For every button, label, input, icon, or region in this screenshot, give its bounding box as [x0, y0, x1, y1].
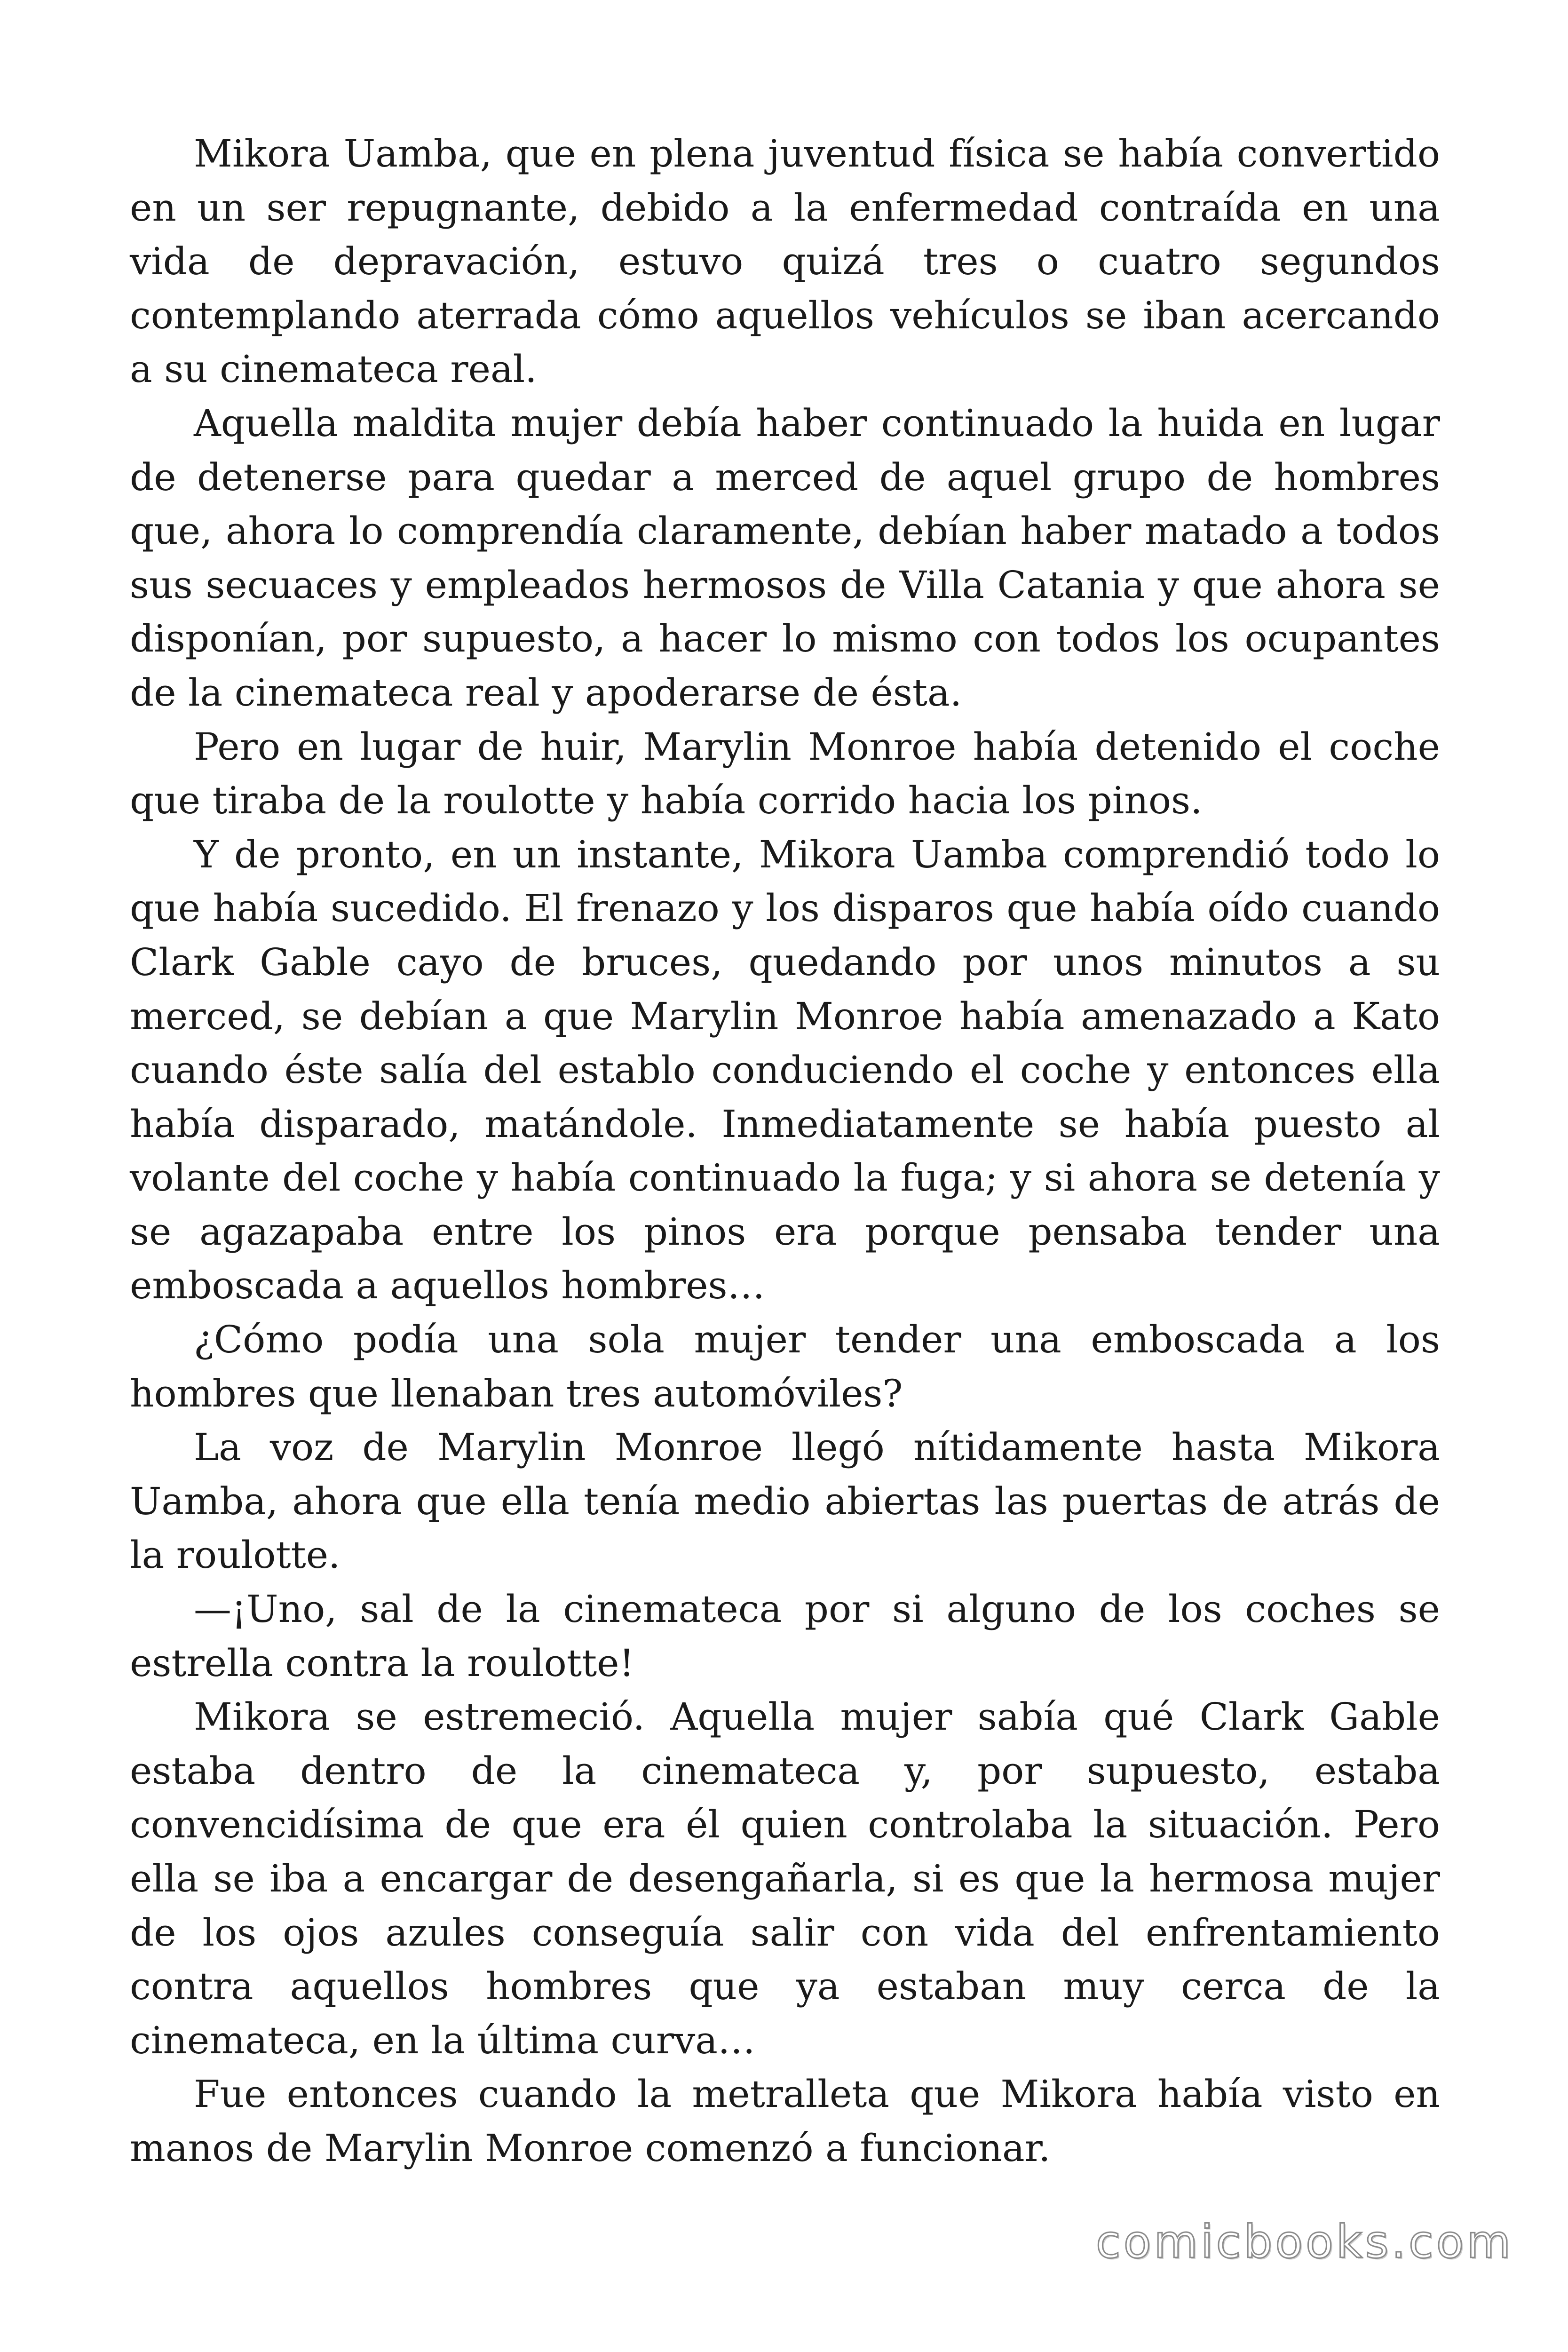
paragraph: Fue entonces cuando la metralleta que Mikora había visto en manos de Marylin Monroe comenzó a funcionar.	[130, 2072, 1440, 2170]
paragraph: Y de pronto, en un instante, Mikora Uamba comprendió todo lo que había sucedido. El frenazo y los disparos que había oído cuando Clark Gable cayo de bruces, quedando por unos minutos a su merced, se debían a que Marylin Monroe había amenazado a Kato cuando éste salía del establo conduciendo el coche y entonces ella había disparado, matándole. Inmediatamente se había puesto al volante del coche y había continuado la fuga; y si ahora se detenía y se agazapaba entre los pinos era porque pensaba tender una emboscada a aquellos hombres…	[130, 832, 1440, 1308]
paragraph: Pero en lugar de huir, Marylin Monroe había detenido el coche que tiraba de la roulotte y había corrido hacia los pinos.	[130, 724, 1440, 823]
paragraph: Mikora Uamba, que en plena juventud física se había convertido en un ser repugnante, debido a la enfermedad contraída en una vida de depravación, estuvo quizá tres o cuatro segundos contemplando aterrada cómo aquellos vehículos se iban acercando a su cinemateca real.	[130, 132, 1440, 391]
paragraph: Aquella maldita mujer debía haber continuado la huida en lugar de detenerse para quedar a merced de aquel grupo de hombres que, ahora lo comprendía claramente, debían haber matado a todos sus secuaces y empleados hermosos de Villa Catania y que ahora se disponían, por supuesto, a hacer lo mismo con todos los ocupantes de la cinemateca real y apoderarse de ésta.	[130, 401, 1440, 715]
site-watermark: comicbooks.com	[1095, 2216, 1513, 2268]
paragraph: —¡Uno, sal de la cinemateca por si alguno de los coches se estrella contra la roulotte!	[130, 1587, 1440, 1685]
page-body	[130, 127, 1440, 2176]
paragraph: ¿Cómo podía una sola mujer tender una emboscada a los hombres que llenaban tres automóviles?	[130, 1318, 1440, 1415]
paragraph: La voz de Marylin Monroe llegó nítidamente hasta Mikora Uamba, ahora que ella tenía medio abiertas las puertas de atrás de la roulotte.	[130, 1425, 1440, 1577]
paragraph: Mikora se estremeció. Aquella mujer sabía qué Clark Gable estaba dentro de la cinemateca y, por supuesto, estaba convencidísima de que era él quien controlaba la situación. Pero ella se iba a encargar de desengañarla, si es que la hermosa mujer de los ojos azules conseguía salir con vida del enfrentamiento contra aquellos hombres que ya estaban muy cerca de la cinemateca, en la última curva…	[130, 1695, 1440, 2062]
